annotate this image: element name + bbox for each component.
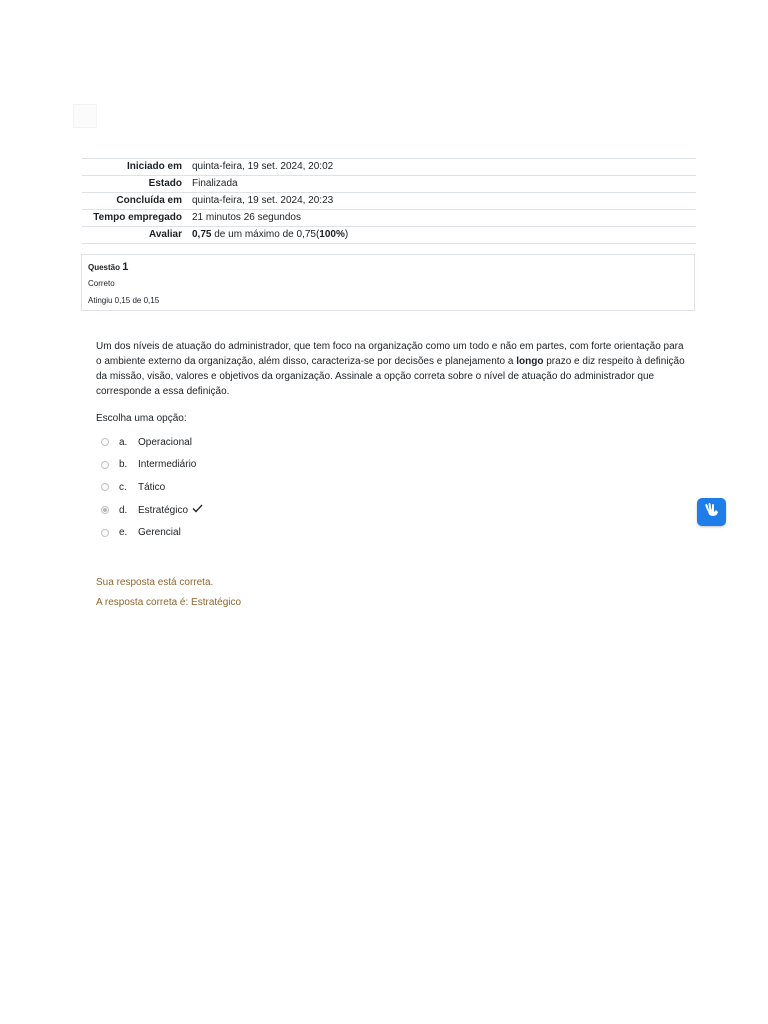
grade-percent: 100% [319, 229, 345, 240]
question-state: Correto [88, 279, 115, 288]
summary-value [187, 227, 696, 244]
summary-value: Finalizada [192, 178, 238, 189]
radio-button[interactable] [101, 461, 109, 469]
grade-score: 0,75 [192, 229, 212, 240]
question-text [96, 339, 686, 399]
question-number [88, 261, 128, 273]
logo-placeholder [73, 104, 97, 128]
summary-value: quinta-feira, 19 set. 2024, 20:02 [192, 161, 334, 172]
option-label: Intermediário [138, 459, 197, 471]
summary-label: Estado [148, 178, 182, 189]
question-text-part2: prazo e diz respeito à definição da missão, visão, valores e objetivos da organização. Assinale a opção correta sobre o nível de atuação do administrador que corresponde a essa definição. [96, 356, 685, 397]
summary-row-state [82, 176, 696, 193]
grade-close: ) [344, 229, 349, 240]
summary-value: 21 minutos 26 segundos [192, 212, 301, 223]
question-grade: Atingiu 0,15 de 0,15 [88, 296, 160, 305]
summary-label: Iniciado em [126, 161, 182, 172]
option-letter: b. [119, 459, 128, 471]
option-label: Gerencial [138, 527, 181, 539]
summary-label: Avaliar [149, 229, 182, 240]
radio-button[interactable] [101, 529, 109, 537]
accessibility-button[interactable] [697, 498, 726, 526]
option-label: Operacional [138, 436, 192, 448]
summary-label: Concluída em [116, 195, 182, 206]
option-label: Tático [138, 481, 166, 493]
summary-row-time [82, 210, 696, 227]
answer-option-a[interactable] [96, 431, 203, 454]
grade-text: de um máximo de 0,75( [211, 229, 320, 240]
check-icon [192, 504, 203, 516]
answer-option-b[interactable] [96, 454, 203, 477]
question-number-value: 1 [122, 261, 129, 273]
summary-row-grade [82, 227, 696, 244]
answer-option-c[interactable] [96, 476, 203, 499]
question-info-box [81, 254, 695, 311]
answer-options [96, 431, 203, 544]
right-answer-text: A resposta correta é: Estratégico [96, 597, 242, 608]
radio-button[interactable] [101, 438, 109, 446]
summary-value: quinta-feira, 19 set. 2024, 20:23 [192, 195, 334, 206]
option-label: Estratégico [138, 504, 189, 516]
option-letter: d. [119, 504, 128, 516]
attempt-summary-table [82, 158, 696, 244]
radio-button[interactable] [101, 483, 109, 491]
option-letter: a. [119, 436, 128, 448]
option-letter: e. [119, 527, 128, 539]
question-text-part1: Um dos níveis de atuação do administrador, que tem foco na organização como um todo e não em partes, com forte orientação para o ambiente externo da organização, além disso, caracteriza-se por decisões e planejamento a [96, 341, 684, 367]
feedback-text: Sua resposta está correta. [96, 577, 214, 588]
option-letter: c. [119, 481, 127, 493]
answer-prompt: Escolha uma opção: [96, 413, 187, 424]
summary-label: Tempo empregado [93, 212, 182, 223]
radio-button-selected[interactable] [101, 506, 109, 514]
question-label: Questão [88, 263, 121, 272]
sign-language-icon [703, 501, 721, 524]
answer-option-d[interactable] [96, 499, 203, 522]
answer-option-e[interactable] [96, 521, 203, 544]
summary-row-started [82, 159, 696, 176]
summary-row-completed [82, 193, 696, 210]
question-text-bold: longo [516, 356, 544, 367]
